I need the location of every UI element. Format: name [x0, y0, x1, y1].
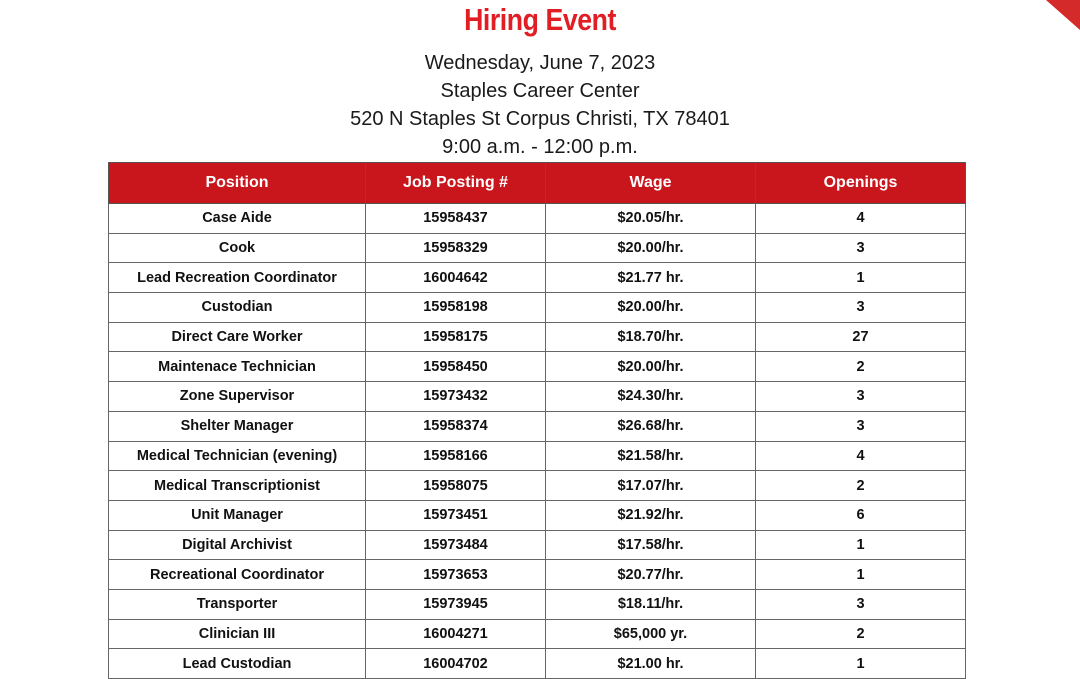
cell-openings: 3 [756, 233, 966, 263]
cell-position: Cook [109, 233, 366, 263]
table-row [109, 619, 966, 649]
cell-wage: $21.58/hr. [546, 441, 756, 471]
table-row [109, 441, 966, 471]
cell-wage: $18.11/hr. [546, 589, 756, 619]
cell-openings: 1 [756, 530, 966, 560]
column-header-position: Position [109, 163, 366, 204]
event-address: 520 N Staples St Corpus Christi, TX 78401 [350, 108, 730, 130]
event-date: Wednesday, June 7, 2023 [424, 52, 656, 74]
table-row [109, 352, 966, 382]
cell-position: Unit Manager [109, 500, 366, 530]
cell-job-posting: 15958374 [366, 411, 546, 441]
cell-openings: 2 [756, 352, 966, 382]
cell-job-posting: 15958166 [366, 441, 546, 471]
cell-job-posting: 15958175 [366, 322, 546, 352]
cell-job-posting: 15958437 [366, 204, 546, 234]
cell-job-posting: 15973484 [366, 530, 546, 560]
cell-openings: 2 [756, 619, 966, 649]
cell-openings: 6 [756, 500, 966, 530]
table-row [109, 471, 966, 501]
cell-position: Custodian [109, 293, 366, 323]
cell-openings: 2 [756, 471, 966, 501]
cell-openings: 3 [756, 382, 966, 412]
table-row [109, 411, 966, 441]
table-row [109, 293, 966, 323]
cell-job-posting: 15958075 [366, 471, 546, 501]
cell-position: Lead Custodian [109, 649, 366, 679]
cell-openings: 3 [756, 589, 966, 619]
cell-openings: 4 [756, 204, 966, 234]
table-row [109, 649, 966, 679]
cell-position: Lead Recreation Coordinator [109, 263, 366, 293]
column-header-job-posting: Job Posting # [366, 163, 546, 204]
cell-openings: 3 [756, 411, 966, 441]
cell-job-posting: 15973945 [366, 589, 546, 619]
cell-position: Clinician III [109, 619, 366, 649]
cell-job-posting: 16004702 [366, 649, 546, 679]
cell-wage: $26.68/hr. [546, 411, 756, 441]
cell-position: Case Aide [109, 204, 366, 234]
cell-position: Shelter Manager [109, 411, 366, 441]
cell-wage: $18.70/hr. [546, 322, 756, 352]
cell-job-posting: 15958329 [366, 233, 546, 263]
table-row [109, 589, 966, 619]
cell-wage: $65,000 yr. [546, 619, 756, 649]
cell-position: Transporter [109, 589, 366, 619]
cell-wage: $21.77 hr. [546, 263, 756, 293]
cell-wage: $21.92/hr. [546, 500, 756, 530]
cell-wage: $20.05/hr. [546, 204, 756, 234]
table-row [109, 500, 966, 530]
cell-position: Medical Transcriptionist [109, 471, 366, 501]
page-title: Hiring Event [464, 2, 616, 37]
cell-wage: $17.07/hr. [546, 471, 756, 501]
cell-wage: $21.00 hr. [546, 649, 756, 679]
cell-wage: $20.77/hr. [546, 560, 756, 590]
cell-job-posting: 15973451 [366, 500, 546, 530]
cell-position: Medical Technician (evening) [109, 441, 366, 471]
cell-openings: 4 [756, 441, 966, 471]
table-header-row [109, 163, 966, 204]
event-venue: Staples Career Center [440, 80, 640, 102]
table-row [109, 233, 966, 263]
cell-job-posting: 16004642 [366, 263, 546, 293]
corner-decoration [1046, 0, 1080, 30]
table-row [109, 560, 966, 590]
table-row [109, 204, 966, 234]
table-row [109, 263, 966, 293]
cell-wage: $17.58/hr. [546, 530, 756, 560]
cell-job-posting: 15958198 [366, 293, 546, 323]
job-openings-table [108, 162, 966, 679]
cell-openings: 1 [756, 649, 966, 679]
cell-position: Direct Care Worker [109, 322, 366, 352]
table-row [109, 382, 966, 412]
table-row [109, 530, 966, 560]
cell-job-posting: 15973653 [366, 560, 546, 590]
cell-wage: $20.00/hr. [546, 233, 756, 263]
cell-position: Digital Archivist [109, 530, 366, 560]
table-row [109, 322, 966, 352]
cell-openings: 27 [756, 322, 966, 352]
cell-openings: 1 [756, 560, 966, 590]
cell-wage: $20.00/hr. [546, 293, 756, 323]
cell-job-posting: 16004271 [366, 619, 546, 649]
cell-position: Zone Supervisor [109, 382, 366, 412]
cell-openings: 1 [756, 263, 966, 293]
event-time: 9:00 a.m. - 12:00 p.m. [442, 136, 638, 158]
cell-wage: $20.00/hr. [546, 352, 756, 382]
cell-job-posting: 15973432 [366, 382, 546, 412]
cell-position: Maintenace Technician [109, 352, 366, 382]
cell-openings: 3 [756, 293, 966, 323]
cell-wage: $24.30/hr. [546, 382, 756, 412]
cell-position: Recreational Coordinator [109, 560, 366, 590]
column-header-openings: Openings [756, 163, 966, 204]
column-header-wage: Wage [546, 163, 756, 204]
cell-job-posting: 15958450 [366, 352, 546, 382]
